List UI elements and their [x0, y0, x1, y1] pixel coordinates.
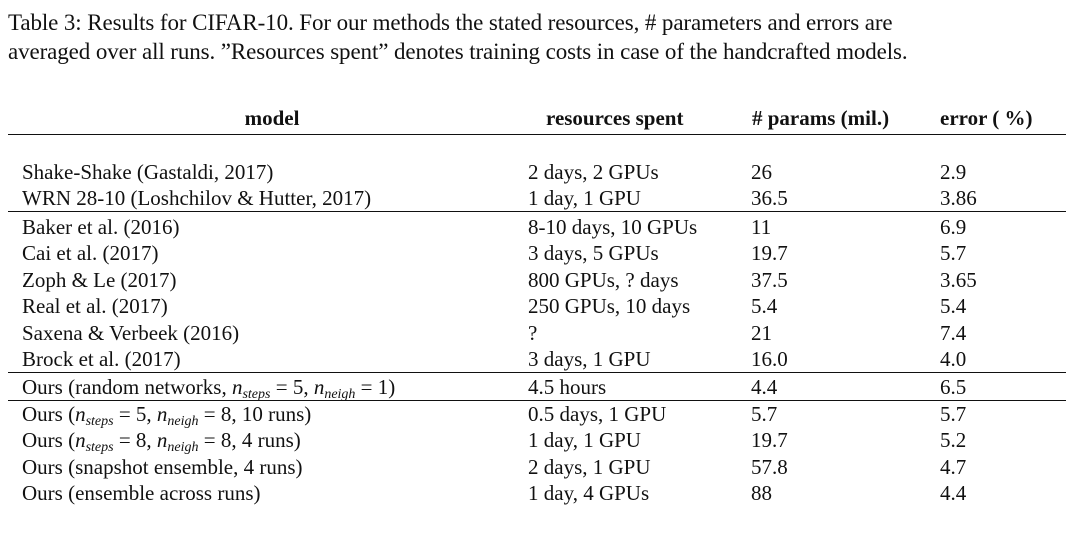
cell-error: 4.4 — [940, 481, 967, 506]
cell-params: 37.5 — [751, 267, 788, 292]
table-row — [0, 454, 1074, 480]
n-steps-value: 5 — [135, 402, 147, 426]
cell-resources: 8-10 days, 10 GPUs — [528, 215, 698, 239]
table-row — [0, 346, 1074, 372]
cell-model-prefix: Ours ( — [22, 428, 76, 453]
table-row — [0, 427, 1074, 456]
n-neigh-formula: , $n_{neigh} = 1$ — [303, 375, 389, 402]
cell-model: Real et al. (2017) — [22, 294, 168, 319]
cell-resources: 800 GPUs, ? days — [528, 267, 679, 292]
n-neigh-formula: , $n_{neigh} = 8$ — [146, 428, 232, 456]
cell-model: Ours (snapshot ensemble, 4 runs) — [22, 454, 303, 479]
table-row — [0, 320, 1074, 346]
cell-params: 5.4 — [751, 294, 778, 319]
cell-model: Cai et al. (2017) — [22, 241, 159, 266]
cell-model-prefix: Ours ( — [22, 402, 76, 426]
cell-model — [22, 427, 301, 456]
cell-resources: ? — [528, 320, 538, 345]
header-model: model — [244, 106, 300, 130]
cell-params: 4.4 — [751, 375, 778, 399]
cell-resources: 3 days, 5 GPUs — [528, 241, 659, 266]
cell-resources: 4.5 hours — [528, 375, 607, 399]
table-row — [0, 401, 1074, 427]
cell-model: Zoph & Le (2017) — [22, 267, 177, 292]
cell-params: 19.7 — [751, 241, 788, 266]
header-error: error ( %) — [940, 106, 1033, 130]
n-steps-formula: $n_{steps} = 8$ — [75, 428, 147, 456]
cell-model: Baker et al. (2016) — [22, 215, 180, 239]
n-steps-formula: $n_{steps} = 5$ — [231, 375, 304, 402]
cell-model-suffix: , 10 runs) — [231, 402, 312, 426]
cell-params: 88 — [751, 481, 772, 506]
cell-model: WRN 28-10 (Loshchilov & Hutter, 2017) — [22, 186, 372, 211]
cell-model — [22, 401, 311, 427]
cell-error: 4.0 — [940, 347, 967, 371]
n-steps-value: 8 — [135, 428, 147, 453]
table-row — [0, 159, 1074, 185]
table-caption — [8, 8, 1066, 66]
cell-error: 5.4 — [940, 294, 967, 319]
header-resources: resources spent — [546, 106, 684, 130]
table-row — [0, 267, 1074, 293]
n-neigh-value: 8 — [220, 428, 232, 453]
cell-error: 5.2 — [940, 428, 967, 453]
cell-error: 3.86 — [940, 186, 977, 211]
cell-params: 11 — [751, 215, 772, 239]
cell-model-suffix: , 4 runs) — [231, 428, 301, 453]
n-neigh-value: 8 — [220, 402, 232, 426]
n-steps-formula: $n_{steps} = 5$ — [75, 402, 147, 429]
cell-model-prefix: Ours (random networks, — [22, 375, 232, 399]
header-params: # params (mil.) — [752, 106, 890, 130]
cell-error: 3.65 — [940, 267, 977, 292]
group-separator-rule — [8, 400, 1066, 401]
cell-params: 57.8 — [751, 454, 788, 479]
cell-resources: 1 day, 1 GPU — [528, 186, 641, 211]
cell-model: Ours (ensemble across runs) — [22, 481, 261, 506]
cell-resources: 250 GPUs, 10 days — [528, 294, 691, 319]
cell-error: 7.4 — [940, 320, 967, 345]
table-header — [0, 105, 1074, 131]
cell-resources: 1 day, 4 GPUs — [528, 481, 650, 506]
cell-model: Saxena & Verbeek (2016) — [22, 320, 240, 345]
cell-error: 6.9 — [940, 215, 967, 239]
cell-model: Shake-Shake (Gastaldi, 2017) — [22, 160, 274, 184]
cell-model — [22, 374, 395, 400]
cell-params: 36.5 — [751, 186, 788, 211]
table-row — [0, 480, 1074, 506]
cell-params: 5.7 — [751, 402, 778, 426]
cell-resources: 3 days, 1 GPU — [528, 347, 651, 371]
cell-resources: 0.5 days, 1 GPU — [528, 402, 667, 426]
cell-model-suffix: ) — [388, 375, 396, 399]
caption-line-2: averaged over all runs. ”Resources spent” denotes training costs in case of the handcrafted models. — [8, 39, 908, 64]
table-row — [0, 214, 1074, 240]
cell-params: 21 — [751, 320, 772, 345]
table-row — [0, 374, 1074, 400]
cell-error: 4.7 — [940, 454, 967, 479]
caption-line-1: Table 3: Results for CIFAR-10. For our methods the stated resources, # parameters and errors are — [8, 10, 893, 35]
n-neigh-formula: , $n_{neigh} = 8$ — [146, 402, 232, 429]
cell-params: 19.7 — [751, 428, 788, 453]
table-row — [0, 293, 1074, 319]
cell-resources: 1 day, 1 GPU — [528, 428, 641, 453]
cell-error: 2.9 — [940, 160, 967, 184]
cell-resources: 2 days, 1 GPU — [528, 454, 651, 479]
header-rule — [8, 134, 1066, 135]
table-row — [0, 240, 1074, 266]
group-separator-rule — [8, 211, 1066, 212]
cell-params: 26 — [751, 160, 772, 184]
cell-resources: 2 days, 2 GPUs — [528, 160, 659, 184]
cell-model: Brock et al. (2017) — [22, 347, 181, 371]
table-row — [0, 185, 1074, 211]
n-neigh-value: 1 — [377, 375, 389, 399]
cell-params: 16.0 — [751, 347, 788, 371]
n-steps-value: 5 — [292, 375, 304, 399]
group-separator-rule — [8, 372, 1066, 373]
cell-error: 5.7 — [940, 402, 967, 426]
cell-error: 6.5 — [940, 375, 967, 399]
cell-error: 5.7 — [940, 241, 967, 266]
